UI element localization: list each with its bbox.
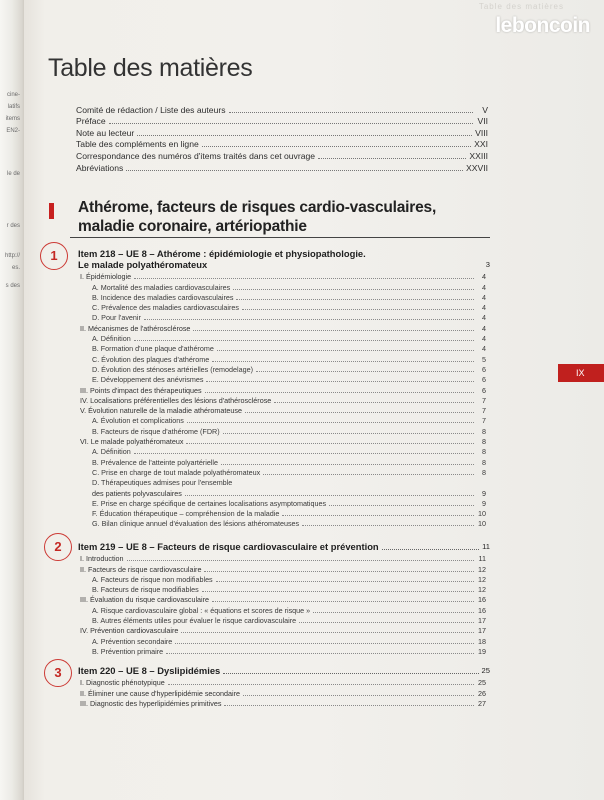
- front-matter-row[interactable]: Abréviations XXVII: [76, 162, 488, 173]
- toc-entry-label: B. Autres éléments utiles pour évaluer le risque cardiovasculaire: [92, 616, 297, 626]
- toc-entry[interactable]: [80, 518, 486, 528]
- toc-entry-label: D. Thérapeutiques admises pour l'ensemble: [92, 478, 233, 488]
- toc-entry-page: 12: [478, 585, 486, 595]
- toc-entry[interactable]: [80, 553, 486, 563]
- toc-entry[interactable]: [80, 374, 486, 384]
- toc-entry[interactable]: [80, 574, 486, 584]
- toc-entry-page: 8: [482, 467, 486, 477]
- toc-entry-label: II. Éliminer une cause d'hyperlipidémie secondaire: [80, 688, 240, 698]
- toc-entry-page: 4: [482, 292, 486, 302]
- toc-entry-page: 5: [482, 354, 486, 364]
- toc-entry[interactable]: [80, 425, 486, 435]
- chapter-title[interactable]: Item 220 – UE 8 – Dyslipidémies 25: [78, 665, 490, 676]
- toc-entry[interactable]: [80, 646, 486, 656]
- fragment: items: [5, 116, 20, 122]
- toc-entry-page: 6: [482, 375, 486, 385]
- toc-entry-label: F. Éducation thérapeutique – compréhension de la maladie: [92, 509, 280, 519]
- page-number-tab: IX: [558, 364, 604, 382]
- toc-entry-page: 18: [478, 636, 486, 646]
- toc-entry[interactable]: [80, 615, 486, 625]
- chapter-title[interactable]: Item 218 – UE 8 – Athérome : épidémiologie et physiopathologie. Le malade polyathéromateux 3: [78, 248, 490, 270]
- toc-entry[interactable]: [80, 446, 486, 456]
- chapter-entries: [80, 677, 486, 708]
- toc-entry-label: IV. Prévention cardiovasculaire: [80, 626, 179, 636]
- toc-entry[interactable]: [80, 604, 486, 614]
- toc-entry-page: 9: [482, 488, 486, 498]
- front-matter-row[interactable]: Comité de rédaction / Liste des auteurs V: [76, 104, 488, 115]
- toc-entry-label: A. Mortalité des maladies cardiovasculaires: [92, 282, 231, 292]
- toc-entry[interactable]: [80, 302, 486, 312]
- chapter-number-badge: 3: [44, 659, 72, 687]
- fragment: s des: [5, 283, 20, 289]
- toc-entry-page: 12: [478, 574, 486, 584]
- toc-entry[interactable]: [80, 281, 486, 291]
- toc-entry[interactable]: [80, 436, 486, 446]
- page-title: Table des matières: [48, 54, 253, 82]
- running-header-ghost: Table des matières: [478, 2, 564, 11]
- toc-entry[interactable]: [80, 353, 486, 363]
- toc-entry-page: 6: [482, 364, 486, 374]
- toc-entry-page: 6: [482, 385, 486, 395]
- toc-entry-page: 4: [482, 272, 486, 282]
- toc-entry-label: II. Mécanismes de l'athérosclérose: [80, 323, 191, 333]
- toc-entry-label: A. Risque cardiovasculaire global : « équations et scores de risque »: [92, 605, 311, 615]
- front-matter-row[interactable]: Correspondance des numéros d'items traités dans cet ouvrage XXIII: [76, 150, 488, 161]
- toc-entry-page: 17: [478, 626, 486, 636]
- toc-entry[interactable]: [80, 584, 486, 594]
- toc-entry[interactable]: [80, 467, 486, 477]
- toc-entry-label: A. Prévention secondaire: [92, 636, 173, 646]
- toc-entry[interactable]: [80, 563, 486, 573]
- toc-entry-label: I. Épidémiologie: [80, 272, 132, 282]
- toc-entry-label: I. Diagnostic phénotypique: [80, 678, 165, 688]
- toc-entry-page: 8: [482, 457, 486, 467]
- toc-entry[interactable]: [80, 415, 486, 425]
- toc-entry-label: G. Bilan clinique annuel d'évaluation des lésions athéromateuses: [92, 519, 300, 529]
- toc-entry-page: 10: [478, 509, 486, 519]
- toc-entry-page: 8: [482, 426, 486, 436]
- toc-entry-page: 16: [478, 605, 486, 615]
- chapter-entries: [80, 553, 486, 656]
- toc-entry[interactable]: [80, 487, 486, 497]
- toc-entry[interactable]: [80, 333, 486, 343]
- toc-entry[interactable]: [80, 405, 486, 415]
- toc-entry-label: C. Évolution des plaques d'athérome: [92, 354, 210, 364]
- toc-entry-label: VI. Le malade polyathéromateux: [80, 437, 184, 447]
- toc-entry[interactable]: [80, 508, 486, 518]
- toc-entry-label: III. Diagnostic des hyperlipidémies primitives: [80, 698, 222, 708]
- part-title: Athérome, facteurs de risques cardio-vasculaires, maladie coronaire, artériopathie: [78, 199, 437, 235]
- watermark-logo: leboncoin: [495, 14, 590, 37]
- toc-entry-page: 16: [478, 595, 486, 605]
- fragment: es.: [11, 265, 20, 271]
- toc-entry-label: B. Prévalence de l'atteinte polyartérielle: [92, 457, 219, 467]
- front-matter-list: [76, 103, 488, 173]
- fragment: r des: [6, 223, 20, 229]
- toc-entry-label: I. Introduction: [80, 554, 124, 564]
- toc-entry[interactable]: [80, 687, 486, 697]
- toc-entry-label: B. Formation d'une plaque d'athérome: [92, 344, 214, 354]
- toc-entry-label: D. Évolution des sténoses artérielles (remodelage): [92, 364, 253, 374]
- toc-entry[interactable]: [80, 594, 486, 604]
- toc-entry-label: A. Facteurs de risque non modifiables: [92, 574, 213, 584]
- toc-entry-label: A. Évolution et complications: [92, 416, 184, 426]
- fragment: latifs: [7, 104, 20, 110]
- toc-entry[interactable]: [80, 698, 486, 708]
- toc-entry-page: 25: [478, 678, 486, 688]
- front-matter-row[interactable]: Note au lecteur VIII: [76, 127, 488, 138]
- toc-entry[interactable]: [80, 271, 486, 281]
- toc-entry[interactable]: [80, 322, 486, 332]
- front-matter-row[interactable]: Table des compléments en ligne XXI: [76, 139, 488, 150]
- toc-entry-label: A. Définition: [92, 334, 131, 344]
- toc-entry-label: E. Prise en charge spécifique de certaines localisations asymptomatiques: [92, 498, 327, 508]
- fragment: http://: [4, 253, 20, 259]
- toc-entry-page: 7: [482, 416, 486, 426]
- toc-entry-page: 12: [478, 564, 486, 574]
- part-number-marker: [49, 203, 54, 219]
- toc-entry-label: B. Incidence des maladies cardiovasculaires: [92, 292, 234, 302]
- toc-entry-label: IV. Localisations préférentielles des lésions d'athérosclérose: [80, 395, 272, 405]
- toc-entry[interactable]: [80, 498, 486, 508]
- chapter-title[interactable]: Item 219 – UE 8 – Facteurs de risque cardiovasculaire et prévention 11: [78, 541, 490, 552]
- toc-entry[interactable]: [80, 677, 486, 687]
- fragment: cine-: [6, 92, 20, 98]
- toc-entry-page: 27: [478, 698, 486, 708]
- toc-entry-page: 4: [482, 303, 486, 313]
- fragment: le de: [6, 171, 20, 177]
- toc-entry[interactable]: [80, 343, 486, 353]
- toc-entry-page: 8: [482, 447, 486, 457]
- toc-entry-page: 26: [478, 688, 486, 698]
- toc-entry-label: C. Prévalence des maladies cardiovasculaires: [92, 303, 240, 313]
- toc-entry[interactable]: [80, 312, 486, 322]
- toc-entry-label: II. Facteurs de risque cardiovasculaire: [80, 564, 202, 574]
- toc-entry-label: A. Définition: [92, 447, 131, 457]
- toc-entry-label: B. Facteurs de risque modifiables: [92, 585, 199, 595]
- toc-entry-label: III. Points d'impact des thérapeutiques: [80, 385, 202, 395]
- toc-entry-page: 4: [482, 282, 486, 292]
- previous-page-text: [0, 0, 22, 300]
- toc-entry[interactable]: [80, 477, 486, 487]
- toc-entry-page: 10: [478, 519, 486, 529]
- toc-entry-page: 8: [482, 437, 486, 447]
- chapter-entries: [80, 271, 486, 528]
- fragment: EN2-: [6, 128, 20, 134]
- toc-entry-page: 9: [482, 498, 486, 508]
- chapter-number-badge: 1: [40, 242, 68, 270]
- toc-entry-page: 4: [482, 313, 486, 323]
- toc-entry-label: C. Prise en charge de tout malade polyathéromateux: [92, 467, 261, 477]
- toc-entry-page: 17: [478, 616, 486, 626]
- chapter-number-badge: 2: [44, 533, 72, 561]
- toc-entry-label: V. Évolution naturelle de la maladie athéromateuse: [80, 406, 242, 416]
- toc-entry[interactable]: [80, 364, 486, 374]
- toc-entry[interactable]: [80, 625, 486, 635]
- toc-entry-page: 7: [482, 406, 486, 416]
- part-divider: [70, 237, 490, 238]
- toc-entry-label: B. Facteurs de risque d'athérome (FDR): [92, 426, 220, 436]
- toc-entry[interactable]: [80, 395, 486, 405]
- toc-entry[interactable]: [80, 456, 486, 466]
- toc-entry-label: D. Pour l'avenir: [92, 313, 141, 323]
- toc-entry-page: 7: [482, 395, 486, 405]
- toc-entry-label: III. Évaluation du risque cardiovasculaire: [80, 595, 210, 605]
- toc-entry[interactable]: [80, 292, 486, 302]
- toc-entry-page: 4: [482, 334, 486, 344]
- toc-entry-label: des patients polyvasculaires: [92, 488, 182, 498]
- toc-entry-page: 4: [482, 323, 486, 333]
- toc-entry[interactable]: [80, 635, 486, 645]
- front-matter-row[interactable]: Préface VII: [76, 116, 488, 127]
- toc-entry[interactable]: [80, 384, 486, 394]
- toc-entry-label: E. Développement des anévrismes: [92, 375, 204, 385]
- toc-entry-page: 19: [478, 646, 486, 656]
- toc-entry-label: B. Prévention primaire: [92, 646, 164, 656]
- toc-entry-page: 4: [482, 344, 486, 354]
- toc-entry-page: 11: [478, 554, 486, 564]
